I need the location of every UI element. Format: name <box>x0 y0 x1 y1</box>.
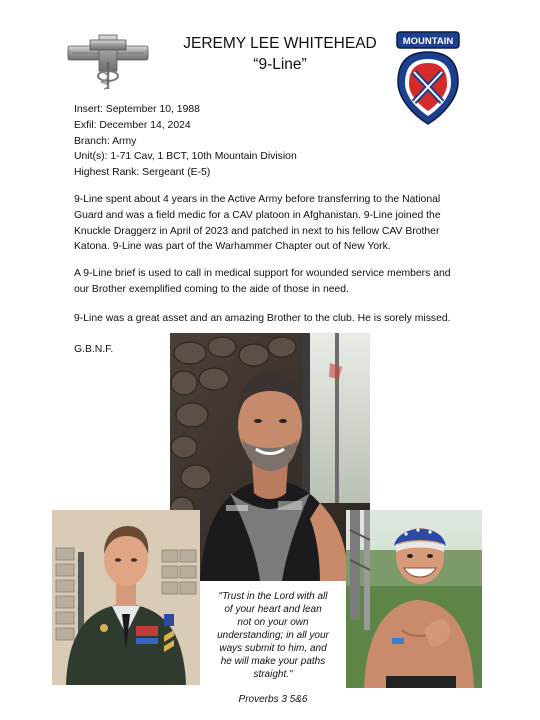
verse-reference: Proverbs 3 5&6 <box>238 694 308 705</box>
insert-date: Insert: September 10, 1988 <box>74 104 200 115</box>
bio-line: 9-Line spent about 4 years in the Active Army before transferring to the National <box>74 194 441 205</box>
bio-line: Knuckle Draggerz in April of 2023 and patched in next to his fellow CAV Brother <box>74 225 440 237</box>
units: Unit(s): 1-71 Cav, 1 BCT, 10th Mountain Division <box>74 151 297 163</box>
scripture-quote <box>200 590 346 681</box>
left-photo <box>52 510 200 685</box>
quote-line: "Trust in the Lord with all <box>218 591 328 602</box>
quote-line: he will make your paths <box>220 656 326 667</box>
patch-tab-text: MOUNTAIN <box>402 36 454 47</box>
bio-line: A 9-Line brief is used to call in medical support for wounded service members and <box>74 268 451 279</box>
service-info <box>74 102 297 181</box>
quote-line: of your heart and lean <box>224 604 322 615</box>
bio-line: Katona. 9-Line was part of the Warhammer Chapter out of New York. <box>74 241 391 253</box>
bio-paragraph <box>74 192 484 255</box>
closing-text: G.B.N.F. <box>74 344 114 355</box>
branch: Branch: Army <box>74 135 137 147</box>
memorial-nickname: “9-Line” <box>253 56 307 73</box>
nineline-paragraph <box>74 266 484 298</box>
quote-line: ways submit to him, and <box>219 643 327 654</box>
quote-line: understanding; in all your <box>217 630 329 641</box>
bio-line: 9-Line was a great asset and an amazing Brother to the club. He is sorely missed. <box>74 313 451 324</box>
expert-field-medical-badge-icon <box>66 32 150 90</box>
bio-line: our Brother exemplified coming to the aide of those in need. <box>74 283 349 295</box>
bio-line: Guard and was a field medic for a CAV platoon in Afghanistan. 9-Line joined the <box>74 209 441 221</box>
mountain-division-patch-icon <box>394 30 462 126</box>
quote-line: straight." <box>253 669 293 680</box>
highest-rank: Highest Rank: Sergeant (E-5) <box>74 167 211 179</box>
exfil-date: Exfil: December 14, 2024 <box>74 119 191 131</box>
tribute-paragraph <box>74 311 484 327</box>
memorial-name: JEREMY LEE WHITEHEAD <box>183 35 377 52</box>
center-photo <box>170 333 370 581</box>
quote-line: not on your own <box>237 617 309 628</box>
right-photo <box>346 510 482 688</box>
